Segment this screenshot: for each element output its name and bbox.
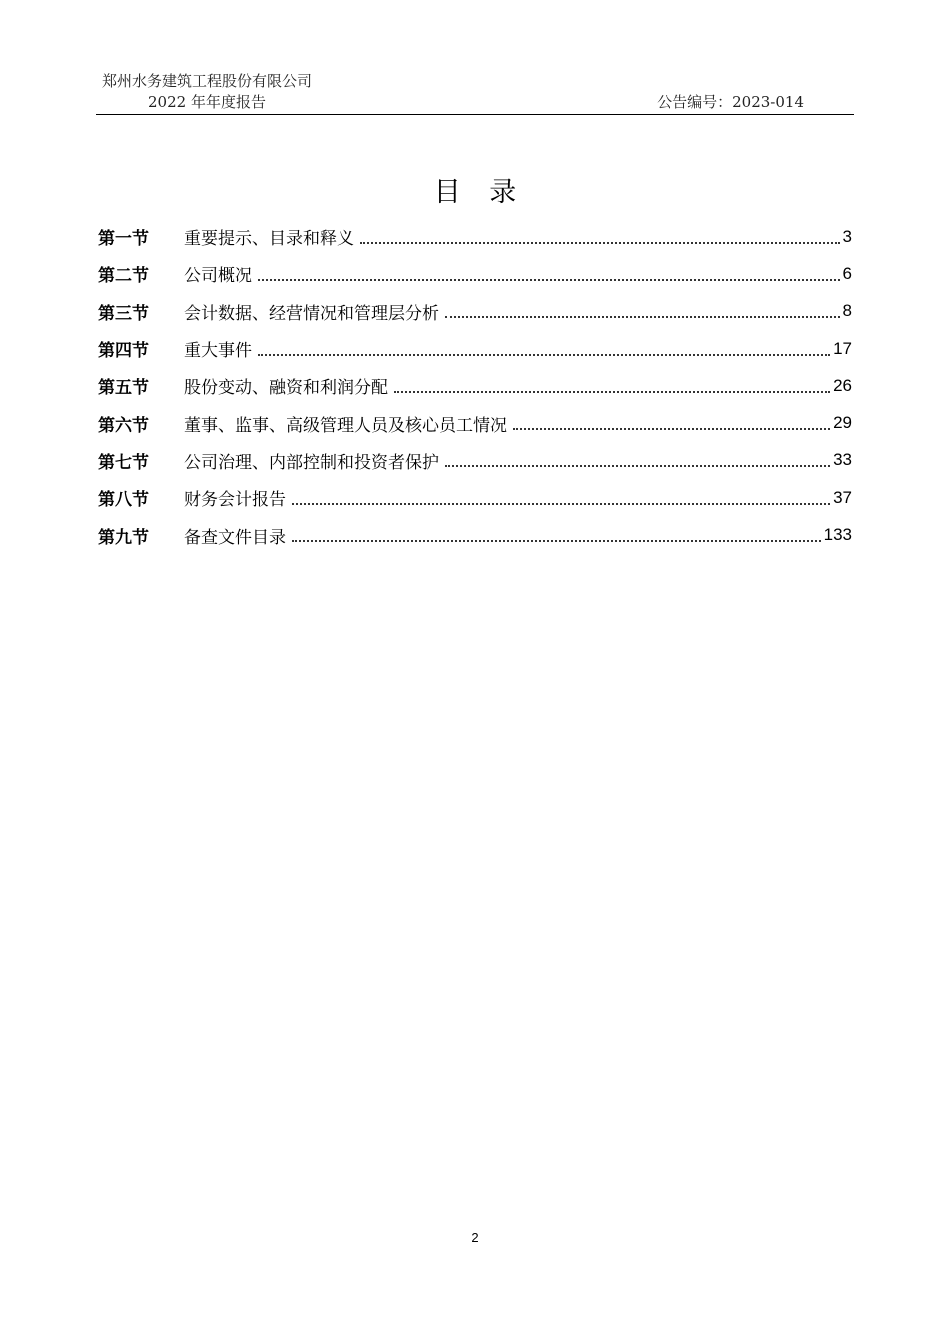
toc-entry[interactable] [98, 367, 852, 404]
toc-entry[interactable] [98, 442, 852, 479]
report-name: 2022 年年度报告 [148, 93, 266, 111]
toc-entry-title: 公司治理、内部控制和投资者保护 [184, 452, 439, 473]
toc-section: 第二节 [98, 266, 149, 287]
toc-entry-title: 重要提示、目录和释义 [184, 229, 354, 250]
dot-leader [394, 391, 830, 393]
toc-entry-title: 财务会计报告 [184, 490, 286, 511]
toc-title: 目 录 [433, 177, 527, 208]
toc-entry-title: 股份变动、融资和利润分配 [184, 378, 388, 399]
toc-page-number: 6 [842, 263, 852, 283]
toc-entry-title: 会计数据、经营情况和管理层分析 [184, 303, 439, 324]
toc-page-number: 26 [833, 375, 852, 395]
toc-section: 第九节 [98, 527, 149, 548]
toc-section: 第三节 [98, 303, 149, 324]
toc-entry[interactable] [98, 218, 852, 255]
toc-section: 第七节 [98, 452, 149, 473]
toc-entry-title: 备查文件目录 [184, 527, 286, 548]
toc-section: 第六节 [98, 415, 149, 436]
toc-section: 第一节 [98, 229, 149, 250]
toc-section: 第五节 [98, 378, 149, 399]
page-number: 2 [471, 1230, 479, 1245]
toc-entry-title: 公司概况 [184, 266, 252, 287]
toc-section: 第八节 [98, 490, 149, 511]
dot-leader [360, 242, 840, 244]
dot-leader [258, 279, 840, 281]
toc-entry-title: 重大事件 [184, 341, 252, 362]
toc-page-number: 37 [833, 487, 852, 507]
toc-entry[interactable] [98, 516, 852, 553]
toc-section: 第四节 [98, 341, 149, 362]
notice-number: 公告编号：2023-014 [657, 93, 804, 111]
dot-leader [292, 540, 821, 542]
toc-page-number: 33 [833, 450, 852, 470]
toc-entry[interactable] [98, 330, 852, 367]
toc-entry[interactable] [98, 255, 852, 292]
toc-entry[interactable] [98, 404, 852, 441]
toc-entry[interactable] [98, 293, 852, 330]
dot-leader [292, 503, 830, 505]
dot-leader [513, 428, 830, 430]
toc-page-number: 29 [833, 413, 852, 433]
page-header [96, 68, 854, 115]
dot-leader [258, 354, 830, 356]
table-of-contents [98, 218, 852, 554]
toc-entry[interactable] [98, 479, 852, 516]
dot-leader [445, 465, 830, 467]
dot-leader [445, 316, 840, 318]
company-name: 郑州水务建筑工程股份有限公司 [102, 72, 313, 90]
toc-page-number: 3 [842, 226, 852, 246]
toc-page-number: 17 [833, 338, 852, 358]
toc-page-number: 8 [842, 301, 852, 321]
toc-page-number: 133 [823, 525, 852, 545]
toc-entry-title: 董事、监事、高级管理人员及核心员工情况 [184, 415, 507, 436]
